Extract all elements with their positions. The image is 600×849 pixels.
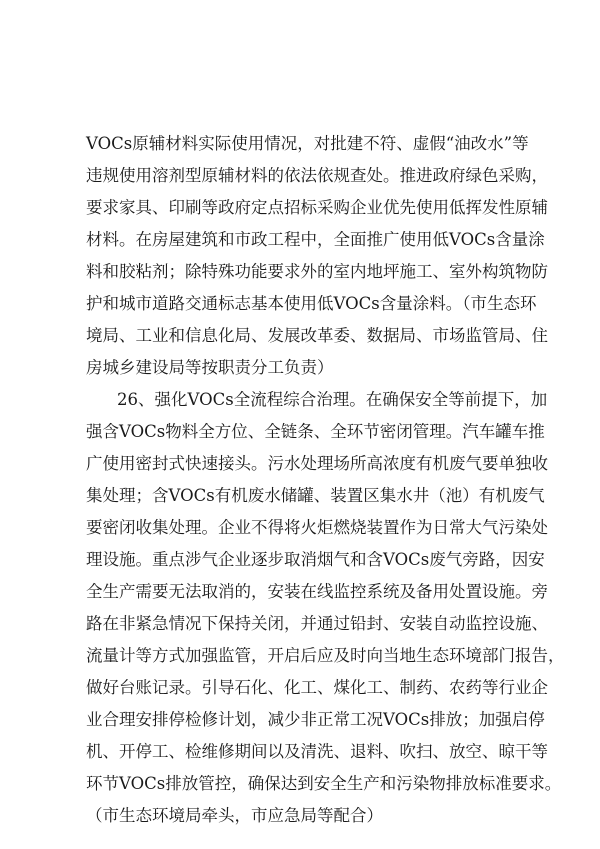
text-line: 机、开停工、检维修期间以及清洗、退料、吹扫、放空、晾干等: [86, 742, 548, 761]
text-line: 违规使用溶剂型原辅材料的依法依规查处。推进政府绿色采购，: [86, 166, 548, 185]
text-line: VOCs原辅材料实际使用情况，对批建不符、虚假“油改水”等: [86, 134, 529, 153]
text-line: 材料。在房屋建筑和市政工程中，全面推广使用低VOCs含量涂: [86, 230, 545, 249]
text-line: 境局、工业和信息化局、发展改革委、数据局、市场监管局、住: [86, 326, 548, 345]
text-line: 集处理；含VOCs有机废水储罐、装置区集水井（池）有机废气: [86, 486, 545, 505]
text-line: 强含VOCs物料全方位、全链条、全环节密闭管理。汽车罐车推: [86, 422, 545, 441]
section-heading-line: 26、强化VOCs全流程综合治理。在确保安全等前提下，加: [117, 390, 548, 409]
text-line: （市生态环境局牵头，市应急局等配合）: [86, 806, 383, 825]
text-line: 广使用密封式快速接头。污水处理场所高浓度有机废气要单独收: [86, 454, 548, 473]
text-line: 理设施。重点涉气企业逐步取消烟气和含VOCs废气旁路，因安: [86, 550, 545, 569]
text-line: 做好台账记录。引导石化、化工、煤化工、制药、农药等行业企: [86, 678, 548, 697]
text-line: 全生产需要无法取消的，安装在线监控系统及备用处置设施。旁: [86, 582, 548, 601]
text-line: 路在非紧急情况下保持关闭，并通过铅封、安装自动监控设施、: [86, 614, 548, 633]
text-line: 要求家具、印刷等政府定点招标采购企业优先使用低挥发性原辅: [86, 198, 548, 217]
text-line: 房城乡建设局等按职责分工负责）: [86, 358, 334, 377]
text-line: 护和城市道路交通标志基本使用低VOCs含量涂料。（市生态环: [86, 294, 537, 313]
text-line: 环节VOCs排放管控，确保达到安全生产和污染物排放标准要求。: [86, 774, 562, 793]
text-line: 流量计等方式加强监管，开启后应及时向当地生态环境部门报告，: [86, 646, 565, 665]
text-line: 业合理安排停检修计划，减少非正常工况VOCs排放；加强启停: [86, 710, 545, 729]
text-line: 料和胶粘剂；除特殊功能要求外的室内地坪施工、室外构筑物防: [86, 262, 548, 281]
text-line: 要密闭收集处理。企业不得将火炬燃烧装置作为日常大气污染处: [86, 518, 548, 537]
